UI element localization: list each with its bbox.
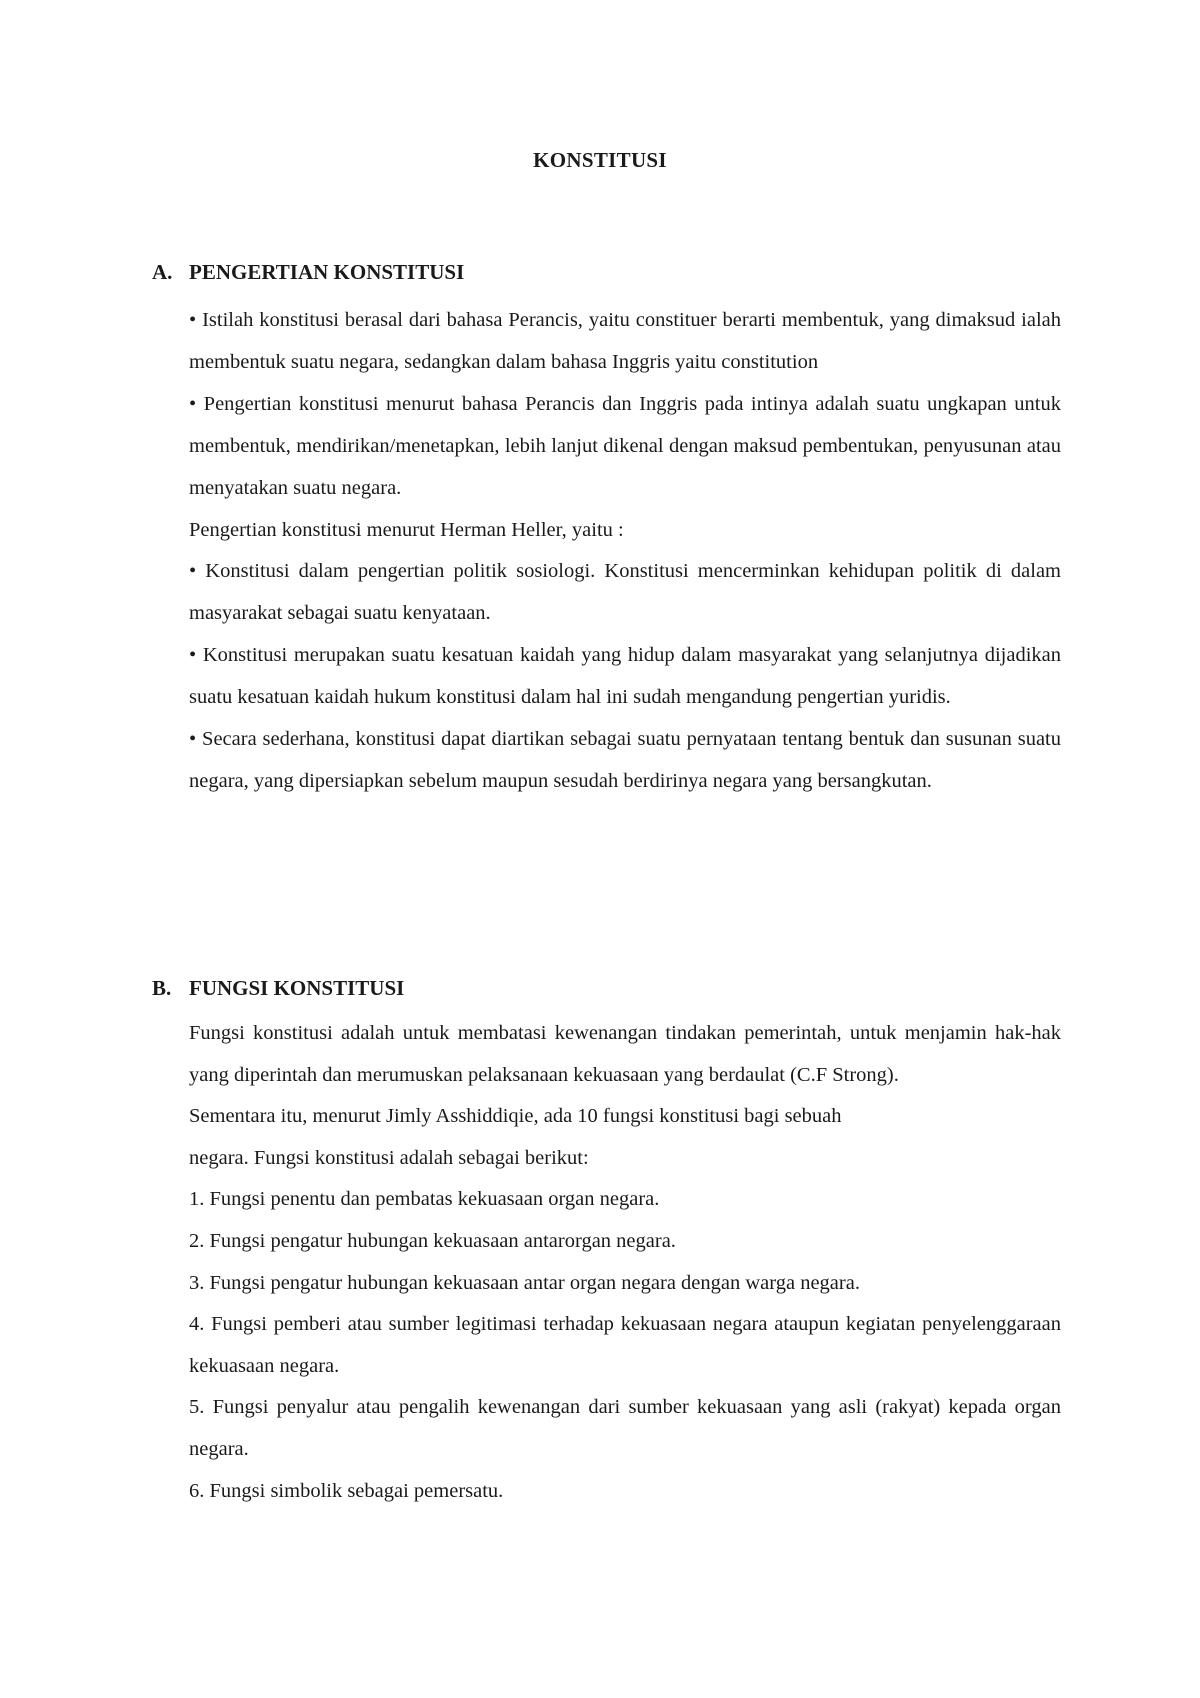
document-title: KONSTITUSI <box>533 148 667 172</box>
list-item: 1. Fungsi penentu dan pembatas kekuasaan organ negara. <box>189 1188 660 1211</box>
section-a-heading <box>152 260 464 285</box>
section-a-body <box>189 300 1061 803</box>
list-item: 4. Fungsi pemberi atau sumber legitimasi terhadap kekuasaan negara ataupun kegiatan penyelenggaraan kekuasaan negara. <box>189 1313 1061 1377</box>
paragraph: • Konstitusi merupakan suatu kesatuan kaidah yang hidup dalam masyarakat yang selanjutnya dijadikan suatu kesatuan kaidah hukum konstitusi dalam hal ini sudah mengandung pengertian yuridis. <box>189 644 1061 709</box>
paragraph: • Secara sederhana, konstitusi dapat diartikan sebagai suatu pernyataan tentang bentuk dan susunan suatu negara, yang dipersiapkan sebelum maupun sesudah berdirinya negara yang bersangkutan. <box>189 728 1061 792</box>
paragraph: • Pengertian konstitusi menurut bahasa Perancis dan Inggris pada intinya adalah suatu ungkapan untuk membentuk, mendirikan/menetapkan, lebih lanjut dikenal dengan maksud pembentukan, penyusunan atau menyatakan suatu negara. <box>189 392 1061 499</box>
paragraph: • Konstitusi dalam pengertian politik sosiologi. Konstitusi mencerminkan kehidupan politik di dalam masyarakat sebagai suatu kenyataan. <box>189 560 1061 625</box>
paragraph: negara. Fungsi konstitusi adalah sebagai berikut: <box>189 1146 589 1169</box>
list-item: 2. Fungsi pengatur hubungan kekuasaan antarorgan negara. <box>189 1229 676 1252</box>
paragraph: Sementara itu, menurut Jimly Asshiddiqie, ada 10 fungsi konstitusi bagi sebuah <box>189 1105 842 1128</box>
list-item: 3. Fungsi pengatur hubungan kekuasaan antar organ negara dengan warga negara. <box>189 1271 860 1294</box>
section-b-letter: B. <box>152 976 172 1000</box>
section-a-letter: A. <box>152 260 173 284</box>
section-b-heading <box>152 976 404 1001</box>
list-item: 6. Fungsi simbolik sebagai pemersatu. <box>189 1479 504 1502</box>
paragraph: • Istilah konstitusi berasal dari bahasa Perancis, yaitu constituer berarti membentuk, yang dimaksud ialah membentuk suatu negara, sedangkan dalam bahasa Inggris yaitu constitution <box>189 309 1061 373</box>
section-a-title: PENGERTIAN KONSTITUSI <box>189 260 465 284</box>
section-b-title: FUNGSI KONSTITUSI <box>189 976 405 1000</box>
paragraph: Fungsi konstitusi adalah untuk membatasi kewenangan tindakan pemerintah, untuk menjamin hak-hak yang diperintah dan merumuskan pelaksanaan kekuasaan yang berdaulat (C.F Strong). <box>189 1022 1061 1086</box>
list-item: 5. Fungsi penyalur atau pengalih kewenangan dari sumber kekuasaan yang asli (rakyat) kepada organ negara. <box>189 1396 1061 1460</box>
section-b-body <box>189 1013 1061 1512</box>
paragraph: Pengertian konstitusi menurut Herman Heller, yaitu : <box>189 518 624 541</box>
